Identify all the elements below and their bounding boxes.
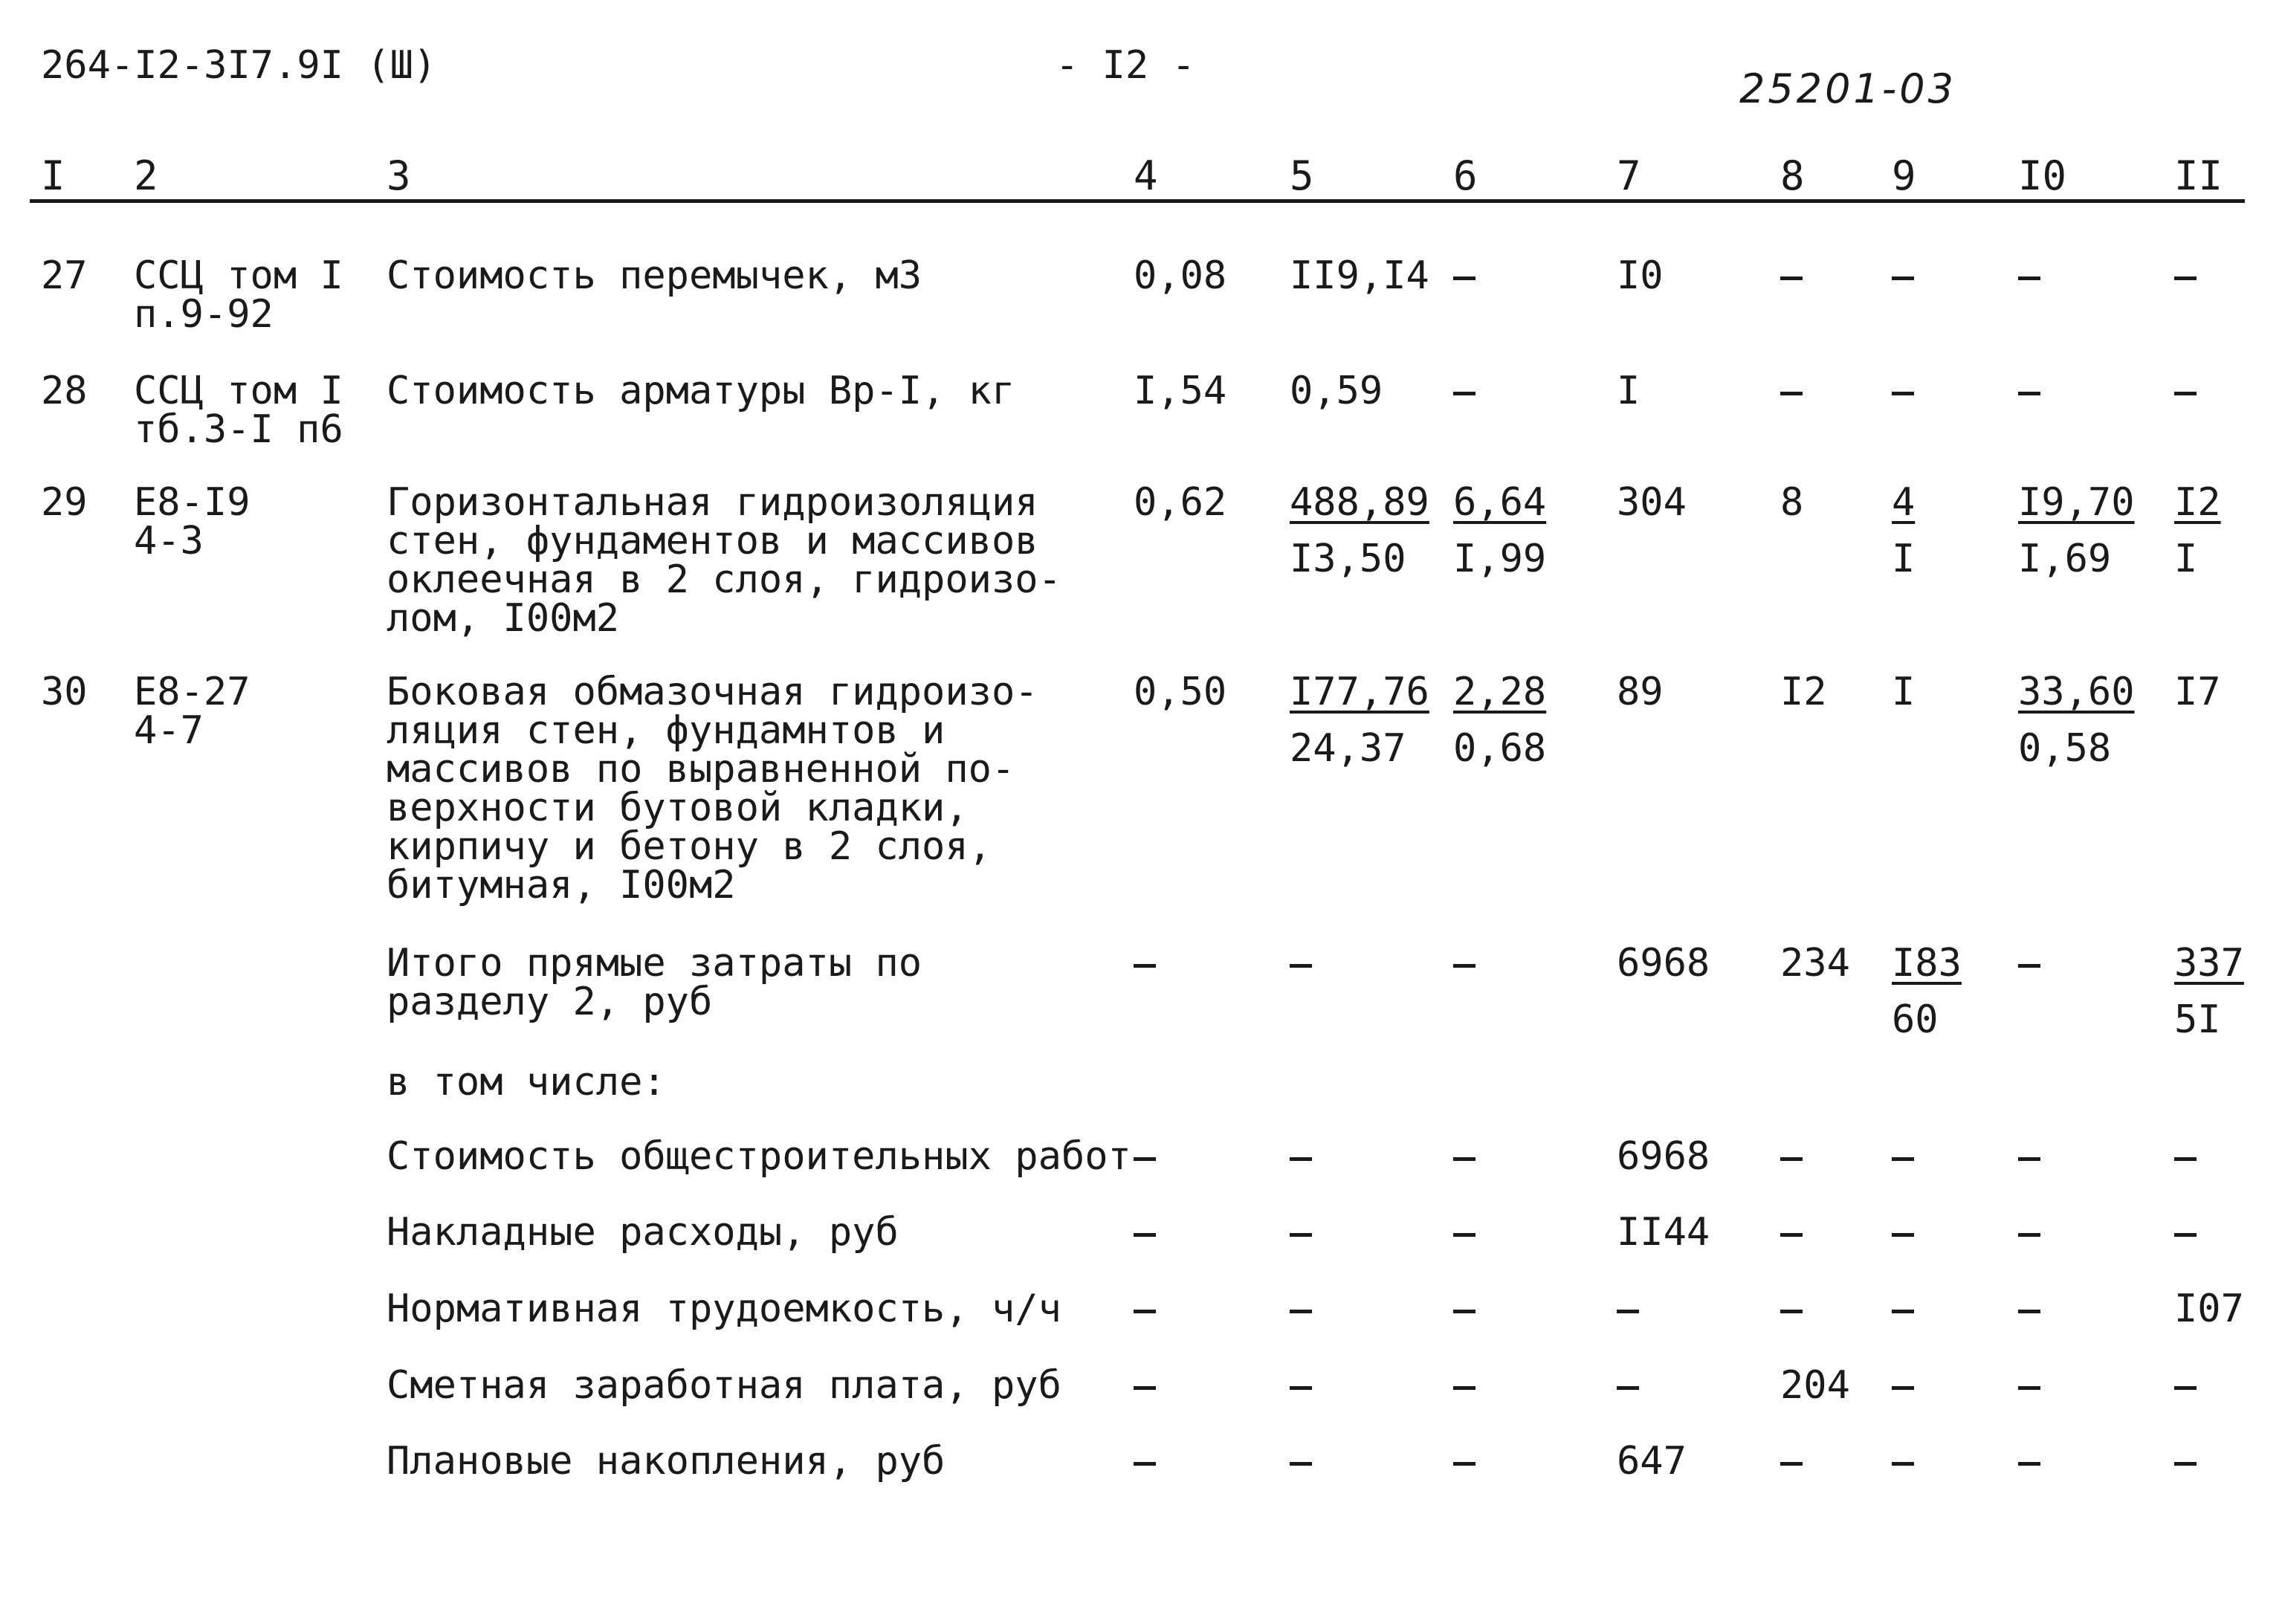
- cell-c6-line-1: 2,28: [1453, 670, 1547, 714]
- cell-c7: [1617, 1366, 1639, 1405]
- dash-mark: [1780, 1462, 1803, 1466]
- cell-c4: [1134, 1290, 1156, 1328]
- cell-c10: [2018, 1366, 2040, 1405]
- cell-c10: [2018, 256, 2040, 295]
- cell-desc: Нормативная трудоемкость, ч/ч: [387, 1287, 1061, 1331]
- cell-c6: [1453, 1290, 1475, 1328]
- cell-c7: 6968: [1617, 1134, 1710, 1179]
- cell-c10: [2018, 1137, 2040, 1176]
- dash-mark: [1290, 1310, 1312, 1313]
- cell-c4: [1134, 1137, 1156, 1176]
- cell-c9-line-2: I: [1892, 537, 1916, 581]
- cell-c8: [1780, 1213, 1803, 1252]
- cell-ref-line-1: ССЦ том I: [134, 369, 343, 413]
- cell-c10-line-2: 0,58: [2018, 726, 2112, 771]
- dash-mark: [2018, 1310, 2040, 1313]
- cell-c6: [1453, 1137, 1475, 1176]
- cell-c11-line-1: 337: [2174, 941, 2244, 986]
- cell-c11: [2174, 1137, 2197, 1176]
- cell-c9-line-1: I83: [1892, 941, 1962, 986]
- cell-c8: [1780, 256, 1803, 295]
- cell-c8: I2: [1780, 670, 1827, 714]
- cell-c6-line-2: I,99: [1453, 537, 1547, 581]
- page-number: - I2 -: [1056, 43, 1195, 88]
- cell-ref-line-2: тб.3-I п6: [134, 407, 343, 452]
- cell-c10-line-1: I9,70: [2018, 480, 2135, 525]
- cell-c5-line-2: I3,50: [1290, 537, 1406, 581]
- cell-c10-line-2: I,69: [2018, 537, 2112, 581]
- dash-mark: [2018, 964, 2040, 968]
- dash-mark: [1134, 1157, 1156, 1161]
- dash-mark: [1892, 1233, 1914, 1237]
- cell-desc-line-2: разделу 2, руб: [387, 980, 713, 1024]
- dash-mark: [1453, 1233, 1475, 1237]
- cell-c4: [1134, 1366, 1156, 1405]
- cell-desc-line-1: Итого прямые затраты по: [387, 941, 922, 986]
- dash-mark: [2018, 1233, 2040, 1237]
- cell-c4: 0,50: [1134, 670, 1227, 714]
- cell-c6: [1453, 1366, 1475, 1405]
- cell-desc: Плановые накопления, руб: [387, 1439, 946, 1484]
- cell-c4: 0,08: [1134, 253, 1227, 298]
- cell-c9: [1892, 1366, 1914, 1405]
- cell-c10-line-1: 33,60: [2018, 670, 2135, 714]
- dash-mark: [1453, 1157, 1475, 1161]
- cell-c9: [1892, 1213, 1914, 1252]
- cell-n: 30: [41, 670, 88, 714]
- cell-c11: [2174, 1366, 2197, 1405]
- cell-desc: в том числе:: [387, 1060, 666, 1104]
- column-header-1: I: [41, 152, 65, 199]
- dash-mark: [2174, 392, 2197, 395]
- cell-c7: I0: [1617, 253, 1664, 298]
- cell-c10: [2018, 372, 2040, 410]
- cell-c10: [2018, 1213, 2040, 1252]
- cell-ref-line-1: Е8-27: [134, 670, 250, 714]
- dash-mark: [1453, 1310, 1475, 1313]
- cell-c11: [2174, 1442, 2197, 1481]
- dash-mark: [2174, 1233, 2197, 1237]
- column-header-2: 2: [134, 152, 158, 199]
- cell-c7: I: [1617, 369, 1641, 413]
- cell-desc: Стоимость перемычек, м3: [387, 253, 922, 298]
- cell-c6: [1453, 944, 1475, 983]
- dash-mark: [1134, 964, 1156, 968]
- cell-c7: 89: [1617, 670, 1664, 714]
- column-header-8: 8: [1780, 152, 1805, 199]
- cell-ref-line-2: п.9-92: [134, 292, 274, 337]
- dash-mark: [1892, 1462, 1914, 1466]
- cell-c5: II9,I4: [1290, 253, 1429, 298]
- cell-c11-line-1: I2: [2174, 480, 2221, 525]
- dash-mark: [1892, 1386, 1914, 1390]
- cell-c9-line-1: 4: [1892, 480, 1916, 525]
- dash-mark: [2174, 1157, 2197, 1161]
- dash-mark: [1290, 1157, 1312, 1161]
- cell-desc: Стоимость арматуры Вр-I, кг: [387, 369, 1015, 413]
- dash-mark: [1892, 1157, 1914, 1161]
- dash-mark: [2018, 1157, 2040, 1161]
- cell-c8: [1780, 1137, 1803, 1176]
- dash-mark: [2018, 276, 2040, 280]
- cell-c11: I07: [2174, 1287, 2244, 1331]
- cell-ref-line-1: Е8-I9: [134, 480, 250, 525]
- cell-c8: [1780, 1442, 1803, 1481]
- cell-c6-line-1: 6,64: [1453, 480, 1547, 525]
- dash-mark: [1290, 964, 1312, 968]
- dash-mark: [2018, 1462, 2040, 1466]
- dash-mark: [1134, 1310, 1156, 1313]
- cell-c7: 304: [1617, 480, 1687, 525]
- column-header-4: 4: [1134, 152, 1158, 199]
- cell-c6: [1453, 1442, 1475, 1481]
- cell-c5-line-2: 24,37: [1290, 726, 1406, 771]
- column-header-9: 9: [1892, 152, 1916, 199]
- cell-c8: [1780, 372, 1803, 410]
- cell-ref-line-2: 4-7: [134, 708, 204, 753]
- cell-c5: [1290, 944, 1312, 983]
- cell-desc: Накладные расходы, руб: [387, 1210, 899, 1255]
- cell-desc-line-3: массивов по выравненной по-: [387, 747, 1015, 792]
- cell-c7: [1617, 1290, 1639, 1328]
- cell-c9: [1892, 1290, 1914, 1328]
- cell-n: 27: [41, 253, 88, 298]
- cell-desc: Стоимость общестроительных работ: [387, 1134, 1131, 1179]
- cell-desc-line-4: лом, I00м2: [387, 596, 620, 641]
- dash-mark: [2018, 392, 2040, 395]
- column-header-10: I0: [2018, 152, 2067, 199]
- cell-n: 28: [41, 369, 88, 413]
- dash-mark: [1134, 1233, 1156, 1237]
- cell-c11: I7: [2174, 670, 2221, 714]
- cell-desc: Сметная заработная плата, руб: [387, 1363, 1061, 1408]
- cell-c4: [1134, 944, 1156, 983]
- cell-c10: [2018, 944, 2040, 983]
- cell-c4: 0,62: [1134, 480, 1227, 525]
- cell-c5: 0,59: [1290, 369, 1383, 413]
- column-header-3: 3: [387, 152, 411, 199]
- cell-c5: [1290, 1213, 1312, 1252]
- cell-c5: [1290, 1137, 1312, 1176]
- cell-desc-line-6: битумная, I00м2: [387, 863, 736, 908]
- dash-mark: [1780, 1157, 1803, 1161]
- cell-c8: [1780, 1290, 1803, 1328]
- cell-c10: [2018, 1442, 2040, 1481]
- cell-c4: [1134, 1213, 1156, 1252]
- dash-mark: [2174, 1386, 2197, 1390]
- cell-c9: [1892, 1137, 1914, 1176]
- dash-mark: [1290, 1233, 1312, 1237]
- cell-c8: 204: [1780, 1363, 1850, 1408]
- cell-desc-line-4: верхности бутовой кладки,: [387, 786, 969, 830]
- cell-desc-line-2: ляция стен, фундамнтов и: [387, 708, 946, 753]
- cell-c10: [2018, 1290, 2040, 1328]
- cell-c6: [1453, 372, 1475, 410]
- cell-c6-line-2: 0,68: [1453, 726, 1547, 771]
- dash-mark: [1134, 1386, 1156, 1390]
- cell-c9: [1892, 1442, 1914, 1481]
- dash-mark: [1290, 1462, 1312, 1466]
- cell-c6: [1453, 256, 1475, 295]
- cell-c9-line-2: 60: [1892, 997, 1939, 1042]
- cell-c5: [1290, 1366, 1312, 1405]
- dash-mark: [2018, 1386, 2040, 1390]
- cell-c7: 6968: [1617, 941, 1710, 986]
- cell-desc-line-1: Горизонтальная гидроизоляция: [387, 480, 1038, 525]
- cell-c4: I,54: [1134, 369, 1227, 413]
- cell-desc-line-1: Боковая обмазочная гидроизо-: [387, 670, 1038, 714]
- dash-mark: [1780, 1233, 1803, 1237]
- cell-c11: [2174, 372, 2197, 410]
- cell-desc-line-3: оклеечная в 2 слоя, гидроизо-: [387, 557, 1061, 602]
- dash-mark: [1892, 276, 1914, 280]
- dash-mark: [1892, 1310, 1914, 1313]
- cell-c7: II44: [1617, 1210, 1710, 1255]
- column-header-7: 7: [1617, 152, 1641, 199]
- header-divider: [30, 199, 2245, 203]
- dash-mark: [1892, 392, 1914, 395]
- cell-c5: [1290, 1442, 1312, 1481]
- cell-c11: [2174, 1213, 2197, 1252]
- cell-c5-line-1: 488,89: [1290, 480, 1429, 525]
- document-code: 264-I2-3I7.9I (Ш): [41, 43, 437, 88]
- cell-ref-line-2: 4-3: [134, 519, 204, 563]
- cell-c9: [1892, 256, 1914, 295]
- dash-mark: [1290, 1386, 1312, 1390]
- column-header-11: II: [2174, 152, 2223, 199]
- column-header-5: 5: [1290, 152, 1314, 199]
- dash-mark: [2174, 1462, 2197, 1466]
- cell-c5-line-1: I77,76: [1290, 670, 1429, 714]
- dash-mark: [1780, 392, 1803, 395]
- dash-mark: [1453, 276, 1475, 280]
- cell-c8: 234: [1780, 941, 1850, 986]
- cell-c4: [1134, 1442, 1156, 1481]
- cell-desc-line-5: кирпичу и бетону в 2 слоя,: [387, 824, 992, 869]
- cell-c5: [1290, 1290, 1312, 1328]
- dash-mark: [1453, 1462, 1475, 1466]
- dash-mark: [1453, 392, 1475, 395]
- cell-c11: [2174, 256, 2197, 295]
- cell-desc-line-2: стен, фундаментов и массивов: [387, 519, 1038, 563]
- cell-c9: I: [1892, 670, 1916, 714]
- cell-c8: 8: [1780, 480, 1804, 525]
- dash-mark: [1617, 1310, 1639, 1313]
- dash-mark: [1453, 964, 1475, 968]
- cell-ref-line-1: ССЦ том I: [134, 253, 343, 298]
- dash-mark: [1453, 1386, 1475, 1390]
- column-header-6: 6: [1453, 152, 1478, 199]
- dash-mark: [1780, 1310, 1803, 1313]
- dash-mark: [2174, 276, 2197, 280]
- cell-c11-line-2: I: [2174, 537, 2198, 581]
- cell-c11-line-2: 5I: [2174, 997, 2221, 1042]
- cell-c6: [1453, 1213, 1475, 1252]
- cell-n: 29: [41, 480, 88, 525]
- dash-mark: [1780, 276, 1803, 280]
- cell-c7: 647: [1617, 1439, 1687, 1484]
- dash-mark: [1617, 1386, 1639, 1390]
- handwritten-number: 25201-03: [1739, 65, 1956, 112]
- dash-mark: [1134, 1462, 1156, 1466]
- cell-c9: [1892, 372, 1914, 410]
